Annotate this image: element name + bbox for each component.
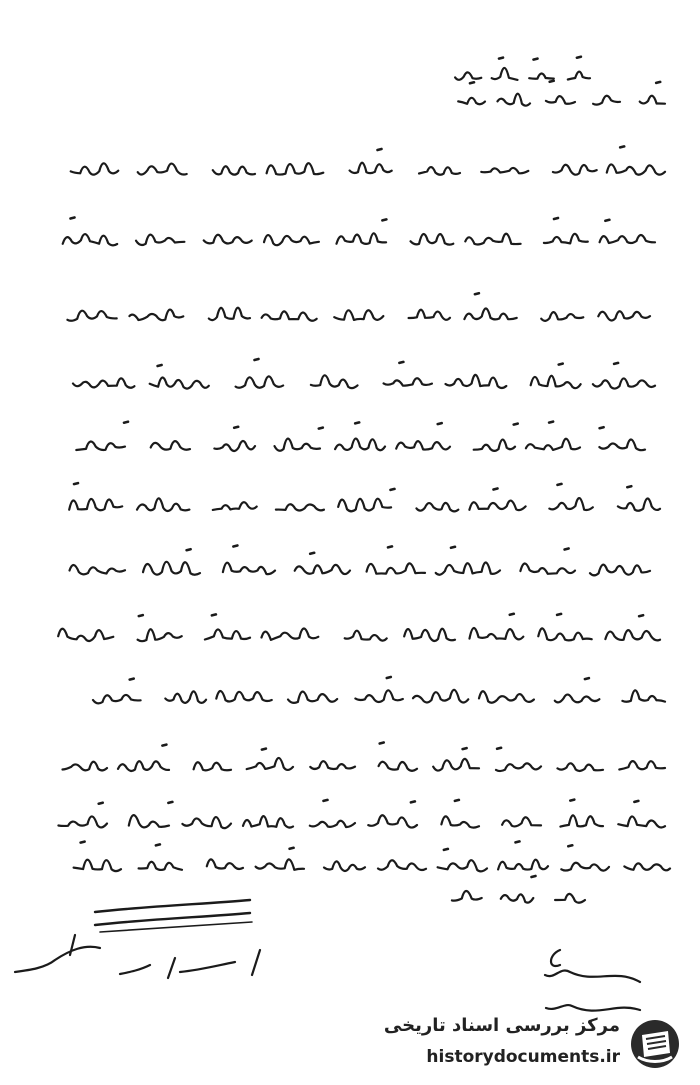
line-body-6 bbox=[69, 483, 660, 511]
line-body-9 bbox=[93, 677, 665, 703]
ink-word bbox=[74, 860, 121, 871]
ink-dot bbox=[158, 365, 162, 366]
ink-word bbox=[553, 165, 597, 175]
ink-word bbox=[598, 311, 650, 320]
ink-dot bbox=[451, 547, 455, 548]
ink-word bbox=[378, 860, 426, 870]
line-body-12 bbox=[74, 841, 670, 871]
ink-dot bbox=[290, 848, 294, 849]
ink-dot bbox=[324, 800, 328, 801]
ink-word bbox=[137, 498, 189, 511]
ink-word bbox=[464, 308, 516, 319]
ink-dot bbox=[534, 59, 538, 60]
ink-dot bbox=[71, 218, 75, 219]
ink-word bbox=[538, 628, 591, 640]
ink-dot bbox=[475, 293, 479, 294]
ink-dot bbox=[310, 553, 314, 554]
line-body-10 bbox=[63, 743, 666, 772]
ink-word bbox=[531, 376, 581, 388]
ink-dot bbox=[124, 422, 128, 423]
watermark-title: مرکز بررسی اسناد تاریخی bbox=[383, 1015, 620, 1036]
ink-dot bbox=[600, 427, 604, 428]
ink-dot bbox=[378, 149, 382, 150]
ink-word bbox=[555, 695, 600, 703]
ink-dot bbox=[255, 359, 259, 360]
ink-word bbox=[520, 564, 575, 574]
ink-dot bbox=[233, 546, 237, 547]
ink-dot bbox=[554, 218, 558, 219]
ink-word bbox=[73, 378, 134, 387]
ink-word bbox=[165, 691, 206, 702]
ink-word bbox=[619, 761, 665, 769]
ink-dot bbox=[620, 146, 624, 147]
ink-dot bbox=[168, 802, 172, 803]
ink-word bbox=[236, 376, 284, 387]
ink-word bbox=[275, 439, 321, 451]
ink-word bbox=[276, 504, 324, 510]
ink-word bbox=[151, 441, 190, 450]
ink-dot bbox=[532, 876, 536, 877]
ink-word bbox=[143, 562, 200, 575]
ink-word bbox=[368, 815, 417, 827]
ink-word bbox=[58, 816, 107, 827]
ink-word bbox=[396, 441, 450, 449]
ink-word bbox=[367, 563, 425, 573]
archive-watermark bbox=[383, 1013, 682, 1075]
ink-dot bbox=[565, 549, 569, 550]
ink-dot bbox=[516, 841, 520, 842]
ink-dot bbox=[494, 489, 498, 490]
ink-word bbox=[379, 762, 417, 771]
ink-word bbox=[544, 234, 588, 244]
ink-word bbox=[63, 234, 117, 245]
ink-dot bbox=[577, 57, 581, 58]
ink-word bbox=[182, 817, 231, 828]
ink-word bbox=[474, 440, 515, 451]
ink-word bbox=[561, 863, 609, 871]
ink-word bbox=[470, 628, 524, 639]
ink-word bbox=[139, 862, 182, 870]
ink-dot bbox=[514, 424, 518, 425]
ink-word bbox=[311, 375, 358, 388]
ink-dot bbox=[550, 81, 554, 82]
ink-dot bbox=[388, 546, 392, 547]
line-body-13 bbox=[452, 876, 585, 903]
ink-dot bbox=[319, 428, 323, 429]
ink-word bbox=[213, 502, 257, 510]
ink-word bbox=[214, 441, 255, 451]
ink-word bbox=[324, 861, 365, 871]
ink-word bbox=[247, 758, 293, 770]
ink-word bbox=[501, 894, 534, 902]
ink-word bbox=[76, 442, 125, 450]
ink-word bbox=[541, 312, 583, 321]
ink-dot bbox=[130, 679, 134, 680]
ink-dot bbox=[234, 427, 238, 428]
ink-word bbox=[70, 565, 126, 574]
ink-dot bbox=[570, 800, 574, 801]
ink-dot bbox=[510, 614, 514, 615]
ink-word bbox=[600, 235, 655, 243]
ink-word bbox=[262, 629, 319, 640]
ink-dot bbox=[139, 615, 143, 616]
ink-word bbox=[433, 759, 479, 771]
line-header-1 bbox=[455, 57, 590, 80]
ink-dot bbox=[162, 745, 166, 746]
ink-word bbox=[256, 859, 304, 869]
ink-word bbox=[496, 763, 541, 771]
ink-word bbox=[417, 503, 459, 511]
line-body-4 bbox=[73, 359, 655, 389]
line-body-3 bbox=[67, 293, 650, 321]
ink-dot bbox=[568, 845, 572, 846]
ink-word bbox=[481, 168, 528, 173]
ink-word bbox=[502, 817, 541, 826]
ink-word bbox=[419, 167, 460, 175]
ink-word bbox=[118, 761, 169, 771]
ink-word bbox=[67, 311, 116, 321]
ink-word bbox=[590, 565, 650, 576]
ink-word bbox=[469, 501, 525, 511]
ink-word bbox=[71, 163, 119, 174]
ink-word bbox=[138, 629, 182, 641]
ink-dot bbox=[355, 422, 359, 423]
ink-dot bbox=[634, 801, 638, 802]
side-note-strokes bbox=[15, 935, 100, 972]
ink-dot bbox=[585, 678, 589, 679]
line-body-7 bbox=[70, 546, 651, 576]
ink-word bbox=[546, 96, 575, 104]
ink-word bbox=[458, 98, 485, 104]
ink-word bbox=[605, 630, 660, 640]
ink-word bbox=[624, 863, 670, 870]
line-body-2 bbox=[63, 218, 655, 246]
ink-dot bbox=[262, 749, 266, 750]
watermark-url: historydocuments.ir bbox=[426, 1047, 620, 1067]
ink-word bbox=[69, 499, 122, 510]
ink-dot bbox=[438, 423, 442, 424]
line-body-1 bbox=[71, 146, 665, 174]
ink-word bbox=[549, 498, 592, 510]
ink-word bbox=[560, 815, 603, 826]
ink-word bbox=[207, 859, 243, 869]
ink-word bbox=[264, 235, 319, 245]
ink-dot bbox=[463, 748, 467, 749]
signature-2 bbox=[546, 1005, 640, 1011]
line-body-5 bbox=[76, 422, 645, 451]
ink-dot bbox=[470, 82, 474, 83]
ink-word bbox=[295, 565, 350, 574]
ink-word bbox=[243, 816, 293, 827]
ink-word bbox=[455, 72, 481, 79]
ink-word bbox=[93, 695, 141, 703]
ink-word bbox=[310, 821, 355, 827]
ink-dot bbox=[99, 803, 103, 804]
ink-word bbox=[288, 692, 337, 703]
ink-word bbox=[216, 691, 271, 701]
ink-word bbox=[618, 498, 660, 510]
ink-dot bbox=[74, 483, 78, 484]
ink-dot bbox=[156, 844, 160, 845]
ink-dot bbox=[656, 82, 660, 83]
ink-word bbox=[465, 234, 520, 245]
ink-word bbox=[310, 761, 355, 769]
ink-word bbox=[138, 164, 187, 175]
ink-word bbox=[492, 68, 518, 80]
ink-word bbox=[345, 631, 387, 641]
ink-word bbox=[555, 894, 585, 903]
ink-word bbox=[446, 375, 507, 388]
ink-word bbox=[63, 762, 108, 771]
ink-dot bbox=[187, 549, 191, 550]
ink-word bbox=[498, 860, 548, 870]
number-stamp bbox=[95, 900, 252, 932]
ink-word bbox=[404, 629, 455, 641]
ink-dot bbox=[380, 743, 384, 744]
ink-word bbox=[436, 562, 500, 574]
ink-word bbox=[441, 816, 479, 827]
ink-dot bbox=[558, 484, 562, 485]
ink-dot bbox=[81, 842, 85, 843]
ink-word bbox=[413, 690, 468, 703]
ink-dot bbox=[455, 800, 459, 801]
ink-dot bbox=[614, 363, 618, 364]
ink-dot bbox=[382, 219, 386, 220]
ink-word bbox=[136, 235, 184, 245]
ink-word bbox=[622, 690, 665, 701]
ink-dot bbox=[444, 849, 448, 850]
ink-word bbox=[335, 439, 385, 451]
ink-dot bbox=[399, 362, 403, 363]
ink-word bbox=[209, 308, 250, 320]
ink-dot bbox=[627, 486, 631, 487]
ink-word bbox=[267, 163, 324, 174]
ink-word bbox=[618, 816, 665, 827]
ink-dot bbox=[411, 801, 415, 802]
ink-word bbox=[558, 763, 604, 771]
ink-word bbox=[334, 310, 383, 320]
ink-word bbox=[593, 96, 620, 105]
ink-word bbox=[129, 310, 183, 321]
signature-1 bbox=[545, 950, 640, 982]
ink-word bbox=[498, 94, 531, 106]
date-strokes bbox=[120, 950, 260, 978]
ink-word bbox=[194, 762, 231, 770]
ink-word bbox=[529, 74, 554, 79]
ink-dot bbox=[497, 748, 501, 749]
ink-word bbox=[640, 96, 665, 104]
ink-dot bbox=[212, 614, 216, 615]
ink-word bbox=[568, 72, 590, 80]
ink-word bbox=[213, 166, 255, 174]
ink-word bbox=[599, 440, 645, 451]
ink-dot bbox=[559, 364, 563, 365]
ink-word bbox=[607, 164, 665, 174]
ink-word bbox=[150, 377, 209, 388]
ink-word bbox=[452, 891, 482, 901]
ink-word bbox=[438, 860, 487, 871]
line-body-11 bbox=[58, 800, 665, 829]
ink-word bbox=[205, 629, 250, 639]
ink-dot bbox=[605, 220, 609, 221]
ink-dot bbox=[639, 615, 643, 616]
ink-word bbox=[593, 378, 655, 388]
ink-word bbox=[129, 815, 169, 827]
ink-dot bbox=[391, 489, 395, 490]
ink-word bbox=[223, 563, 275, 574]
ink-dot bbox=[557, 614, 561, 615]
ink-word bbox=[355, 690, 402, 702]
ink-dot bbox=[387, 677, 391, 678]
ink-word bbox=[337, 233, 387, 244]
ink-word bbox=[409, 310, 450, 320]
line-body-8 bbox=[58, 614, 660, 641]
ink-word bbox=[350, 163, 392, 173]
ink-word bbox=[204, 235, 252, 244]
ink-dot bbox=[549, 422, 553, 423]
ink-word bbox=[58, 629, 113, 641]
ink-word bbox=[411, 234, 454, 245]
ink-dot bbox=[499, 58, 503, 59]
archive-logo-icon bbox=[628, 1017, 682, 1071]
ink-word bbox=[384, 378, 432, 385]
ink-word bbox=[262, 311, 317, 320]
line-header-2 bbox=[458, 81, 665, 106]
ink-word bbox=[338, 499, 391, 512]
ink-word bbox=[526, 439, 580, 450]
ink-word bbox=[479, 691, 534, 702]
